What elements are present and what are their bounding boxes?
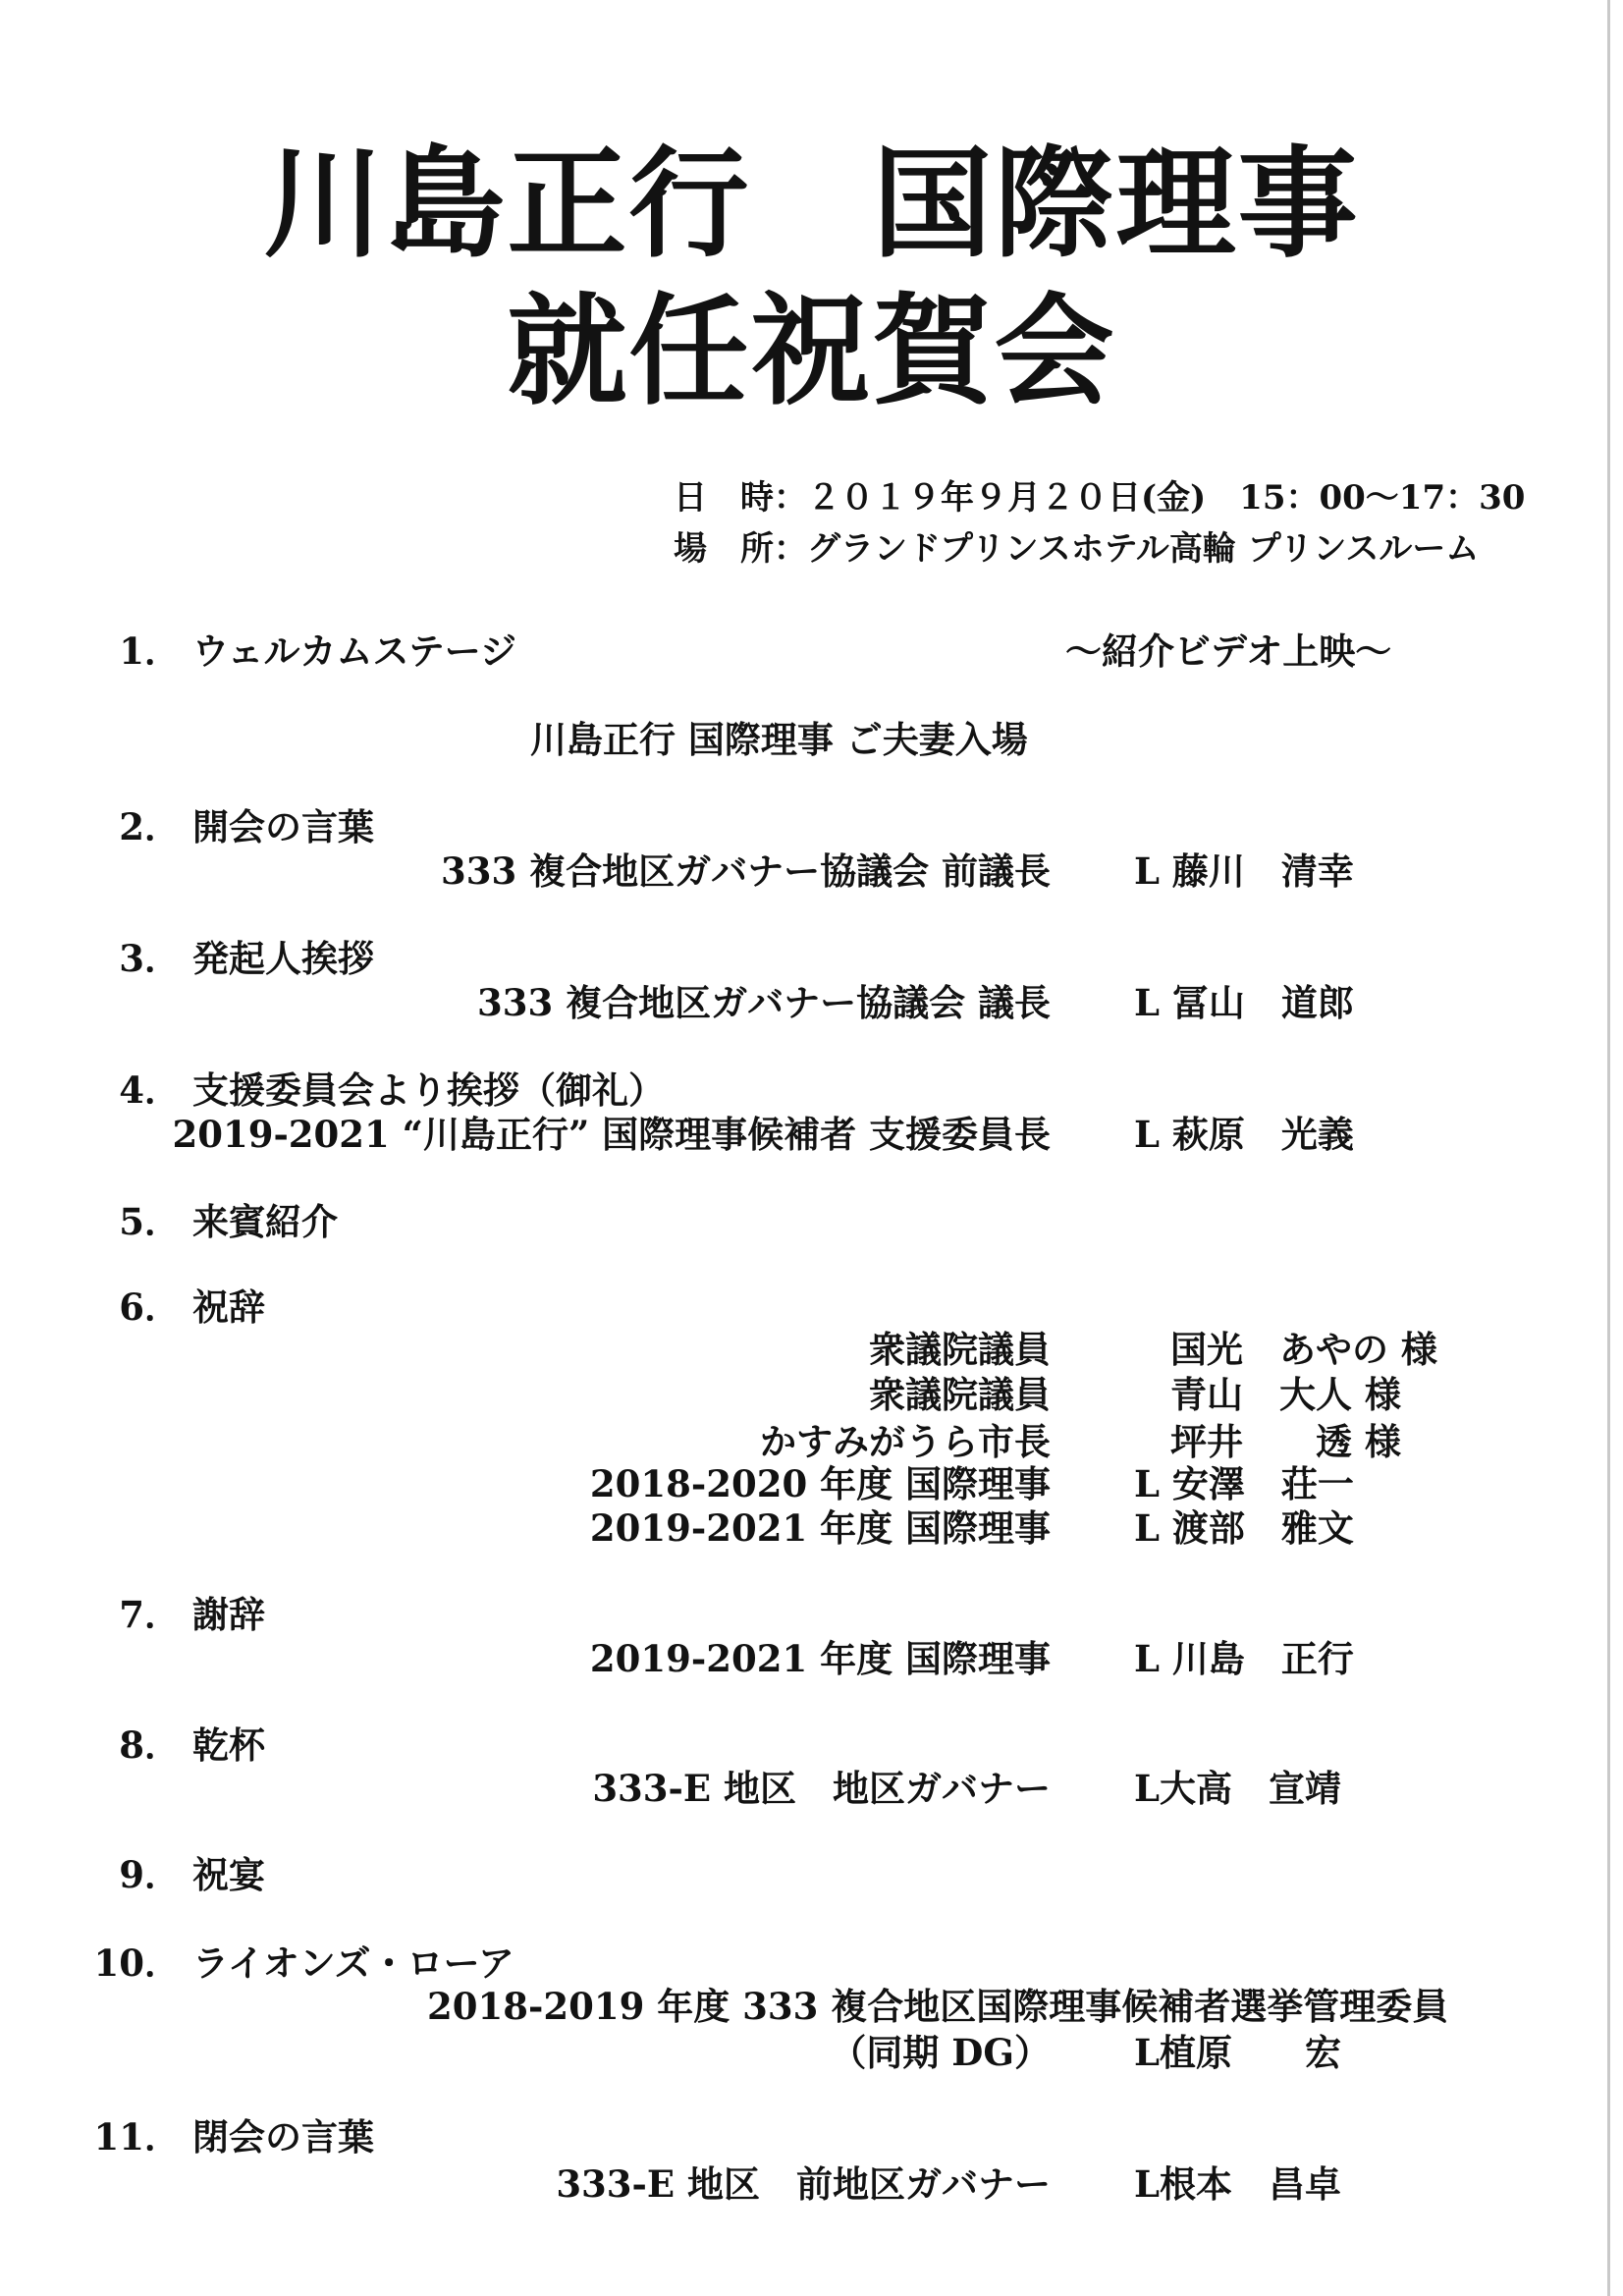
speaker-name: L 川島 正行 [1134,1637,1354,1680]
place-value: グランドプリンスホテル高輪 プリンスルーム [807,529,1480,569]
committee-line [0,1984,1623,2029]
speaker-line [0,1327,1623,1372]
committee-title: 2018-2019 年度 333 複合地区国際理事候補者選挙管理委員 [427,1985,1449,2028]
item-title: 謝辞 [192,1593,265,1636]
item-number: 9． [119,1853,181,1896]
page-title-line-2: 就任祝賀会 [507,280,1116,421]
speaker-line [0,2030,1623,2075]
item-number: 11． [93,2115,181,2159]
program-item-2 [0,804,1623,849]
speaker-role: 333-E 地区 地区ガバナー [592,1767,1051,1810]
event-date-line [674,476,1525,519]
item-number: 3． [119,937,181,980]
item-number: 5． [119,1200,181,1243]
item-title: ライオンズ・ローア [192,1941,514,1985]
speaker-line [0,1372,1623,1417]
speaker-name: L 渡部 雅文 [1134,1506,1354,1550]
speaker-line [0,1766,1623,1811]
program-item-7 [0,1592,1623,1637]
program-item-11 [0,2114,1623,2159]
item-note: ～紹介ビデオ上映～ [1065,629,1392,673]
entrance-line: 川島正行 国際理事 ご夫妻入場 [530,718,1028,761]
speaker-name: 青山 大人 様 [1170,1373,1401,1416]
program-item-1-detail [0,717,1623,762]
speaker-line [0,1461,1623,1506]
program-item-8 [0,1722,1623,1768]
speaker-role: （同期 DG） [830,2031,1051,2074]
speaker-role: 333 複合地区ガバナー協議会 前議長 [441,849,1051,893]
item-title: 閉会の言葉 [192,2115,374,2159]
speaker-line [0,1419,1623,1464]
speaker-role: 2018-2020 年度 国際理事 [589,1462,1051,1505]
item-title: 開会の言葉 [192,805,374,848]
item-title: 乾杯 [192,1723,265,1767]
program-item-10 [0,1941,1623,1986]
program-item-9 [0,1852,1623,1897]
speaker-role: 2019-2021 “川島正行” 国際理事候補者 支援委員長 [172,1113,1051,1156]
speaker-role: 333-E 地区 前地区ガバナー [556,2162,1051,2206]
speaker-name: L 藤川 清幸 [1134,849,1354,893]
item-number: 10． [93,1941,181,1985]
speaker-name: 国光 あやの 様 [1170,1328,1437,1371]
item-title: 発起人挨拶 [192,937,374,980]
item-title: 来賓紹介 [192,1200,338,1243]
speaker-role: 衆議院議員 [869,1373,1051,1416]
date-label: 日 時： [674,478,807,518]
program-item-3 [0,936,1623,981]
place-label: 場 所： [674,529,807,569]
speaker-name: 坪井 透 様 [1170,1420,1401,1463]
speaker-name: L根本 昌卓 [1134,2162,1342,2206]
speaker-name: L大高 宣靖 [1134,1767,1342,1810]
item-title: ウェルカムステージ [192,629,517,673]
speaker-line [0,1112,1623,1157]
speaker-line [0,2161,1623,2207]
speaker-name: L 安澤 荘一 [1134,1462,1354,1505]
item-title: 祝宴 [192,1853,265,1896]
date-value: ２０１９年９月２０日(金) 15：00～17：30 [807,478,1526,518]
event-place-line [674,527,1479,571]
program-item-1 [0,629,1623,674]
item-title: 支援委員会より挨拶（御礼） [192,1068,665,1112]
item-title: 祝辞 [192,1285,265,1329]
program-item-5 [0,1199,1623,1244]
program-item-4 [0,1067,1623,1113]
speaker-name: L植原 宏 [1134,2031,1342,2074]
speaker-line [0,848,1623,894]
speaker-role: かすみがうら市長 [760,1420,1051,1463]
item-number: 2． [119,805,181,848]
item-number: 1． [119,629,181,673]
speaker-line [0,1505,1623,1551]
program-item-6 [0,1285,1623,1330]
speaker-name: L 萩原 光義 [1134,1113,1354,1156]
item-number: 4． [119,1068,181,1112]
item-number: 6． [119,1285,181,1329]
speaker-role: 衆議院議員 [869,1328,1051,1371]
speaker-line [0,1636,1623,1681]
item-number: 8． [119,1723,181,1767]
speaker-role: 2019-2021 年度 国際理事 [589,1637,1051,1680]
speaker-line [0,980,1623,1025]
item-number: 7． [119,1593,181,1636]
speaker-name: L 冨山 道郎 [1134,981,1354,1024]
speaker-role: 2019-2021 年度 国際理事 [589,1506,1051,1550]
speaker-role: 333 複合地区ガバナー協議会 議長 [477,981,1051,1024]
page-title-line-1: 川島正行 国際理事 [263,133,1360,274]
